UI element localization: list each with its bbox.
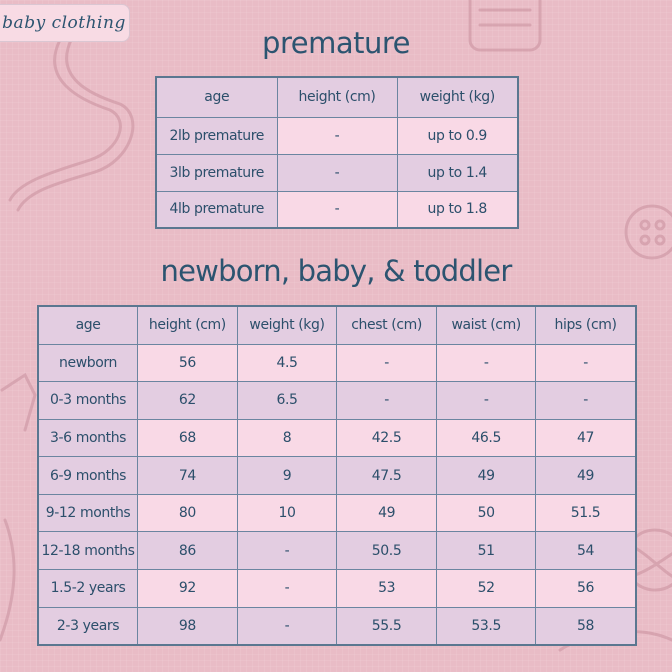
table-cell: 47 [536,419,636,457]
table-cell: 4.5 [237,344,337,382]
column-header: waist (cm) [436,306,536,344]
table-cell: 80 [138,494,238,532]
table-cell: 3-6 months [38,419,138,457]
table-cell: 53 [337,570,437,608]
table-cell: 51 [436,532,536,570]
table-cell: 58 [536,607,636,645]
table-row [38,382,636,420]
table-cell: 49 [337,494,437,532]
table-cell: 92 [138,570,238,608]
column-header: weight (kg) [237,306,337,344]
premature-size-table [155,76,519,229]
table-cell: 10 [237,494,337,532]
table-cell: up to 0.9 [397,117,518,154]
button-icon [626,206,672,258]
table-cell: 42.5 [337,419,437,457]
column-header: weight (kg) [397,77,518,117]
table-cell: 56 [536,570,636,608]
table-cell: 6-9 months [38,457,138,495]
table-cell: 6.5 [237,382,337,420]
column-header: hips (cm) [536,306,636,344]
table-cell: up to 1.8 [397,191,518,228]
table-cell: 0-3 months [38,382,138,420]
column-header: age [38,306,138,344]
tape-measure-icon [10,38,133,210]
table-cell: 9 [237,457,337,495]
table-cell: 52 [436,570,536,608]
table-cell: 98 [138,607,238,645]
table-header-row [156,77,518,117]
table-cell: 12-18 months [38,532,138,570]
column-header: chest (cm) [337,306,437,344]
table-cell: 68 [138,419,238,457]
table-row [38,607,636,645]
table-row [38,457,636,495]
column-header: height (cm) [277,77,397,117]
table-row [38,570,636,608]
table-cell: 2lb premature [156,117,277,154]
table-row [38,494,636,532]
category-tag-label: baby clothing [2,13,126,33]
table-cell: 54 [536,532,636,570]
premature-title: premature [262,26,410,60]
table-row [38,344,636,382]
table-cell: 62 [138,382,238,420]
table-cell: 1.5-2 years [38,570,138,608]
clothing-sketch-icon [0,375,35,640]
table-cell: 86 [138,532,238,570]
table-header-row [38,306,636,344]
table-cell: 47.5 [337,457,437,495]
table-cell: newborn [38,344,138,382]
table-cell: - [436,382,536,420]
table-row [156,154,518,191]
table-cell: - [337,382,437,420]
toddler-size-table [37,305,637,646]
table-cell: 2-3 years [38,607,138,645]
table-row [156,191,518,228]
table-cell: 46.5 [436,419,536,457]
table-row [156,117,518,154]
table-cell: 56 [138,344,238,382]
table-cell: 3lb premature [156,154,277,191]
table-row [38,419,636,457]
table-cell: - [237,570,337,608]
table-cell: 9-12 months [38,494,138,532]
table-cell: - [337,344,437,382]
table-cell: 4lb premature [156,191,277,228]
table-cell: - [277,154,397,191]
toddler-title: newborn, baby, & toddler [160,254,512,288]
table-cell: 53.5 [436,607,536,645]
table-cell: - [536,382,636,420]
table-cell: 74 [138,457,238,495]
table-cell: 50.5 [337,532,437,570]
table-cell: - [237,532,337,570]
column-header: height (cm) [138,306,238,344]
table-cell: - [237,607,337,645]
table-cell: 49 [436,457,536,495]
table-cell: - [277,117,397,154]
table-cell: up to 1.4 [397,154,518,191]
table-row [38,532,636,570]
table-cell: - [436,344,536,382]
table-cell: 8 [237,419,337,457]
column-header: age [156,77,277,117]
table-cell: 55.5 [337,607,437,645]
table-cell: 51.5 [536,494,636,532]
table-cell: - [536,344,636,382]
table-cell: 49 [536,457,636,495]
table-cell: - [277,191,397,228]
table-cell: 50 [436,494,536,532]
